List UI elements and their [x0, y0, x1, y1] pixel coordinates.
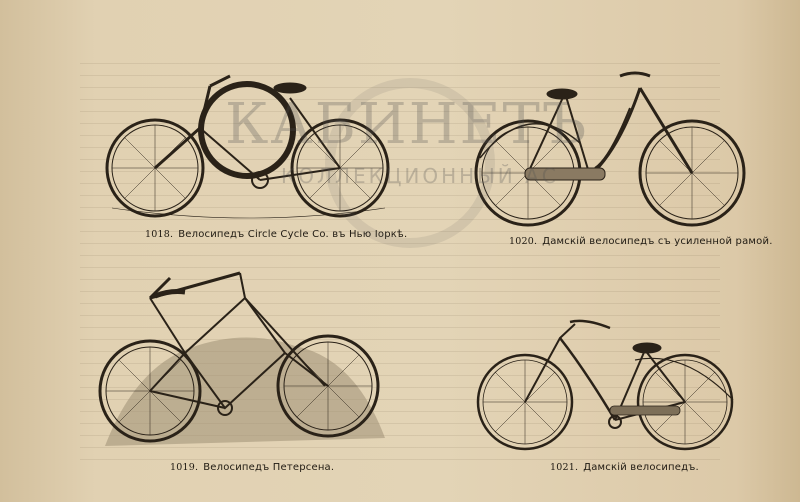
caption-1020 — [509, 236, 773, 247]
figure-1018 — [100, 68, 400, 228]
figure-number: 1019. — [170, 462, 199, 473]
figure-caption: Велосипедъ Circle Cycle Co. въ Нью Iоркѣ. — [178, 229, 408, 240]
figure-number: 1021. — [550, 462, 579, 473]
watermark-title: КАБИНЕТЪ — [225, 92, 589, 157]
watermark-subtitle: КОЛЛЕКЦИОННЫЙ АС — [281, 164, 559, 188]
caption-1019 — [170, 462, 334, 473]
ladies-bicycle-illustration — [475, 310, 740, 455]
figure-1021 — [475, 310, 740, 455]
circle-cycle-illustration — [100, 68, 400, 228]
figure-caption: Велосипедъ Петерсена. — [203, 462, 335, 473]
figure-1020 — [470, 68, 750, 233]
caption-1018 — [145, 229, 407, 240]
reinforced-ladies-bicycle-illustration — [470, 68, 750, 233]
figure-number: 1018. — [145, 229, 174, 240]
figure-caption: Дамскiй велосипедъ. — [583, 462, 699, 473]
petersen-bicycle-illustration — [95, 268, 390, 453]
figure-1019 — [95, 268, 390, 453]
caption-1021 — [550, 462, 699, 473]
figure-caption: Дамскiй велосипедъ съ усиленной рамой. — [542, 236, 773, 247]
figure-number: 1020. — [509, 236, 538, 247]
